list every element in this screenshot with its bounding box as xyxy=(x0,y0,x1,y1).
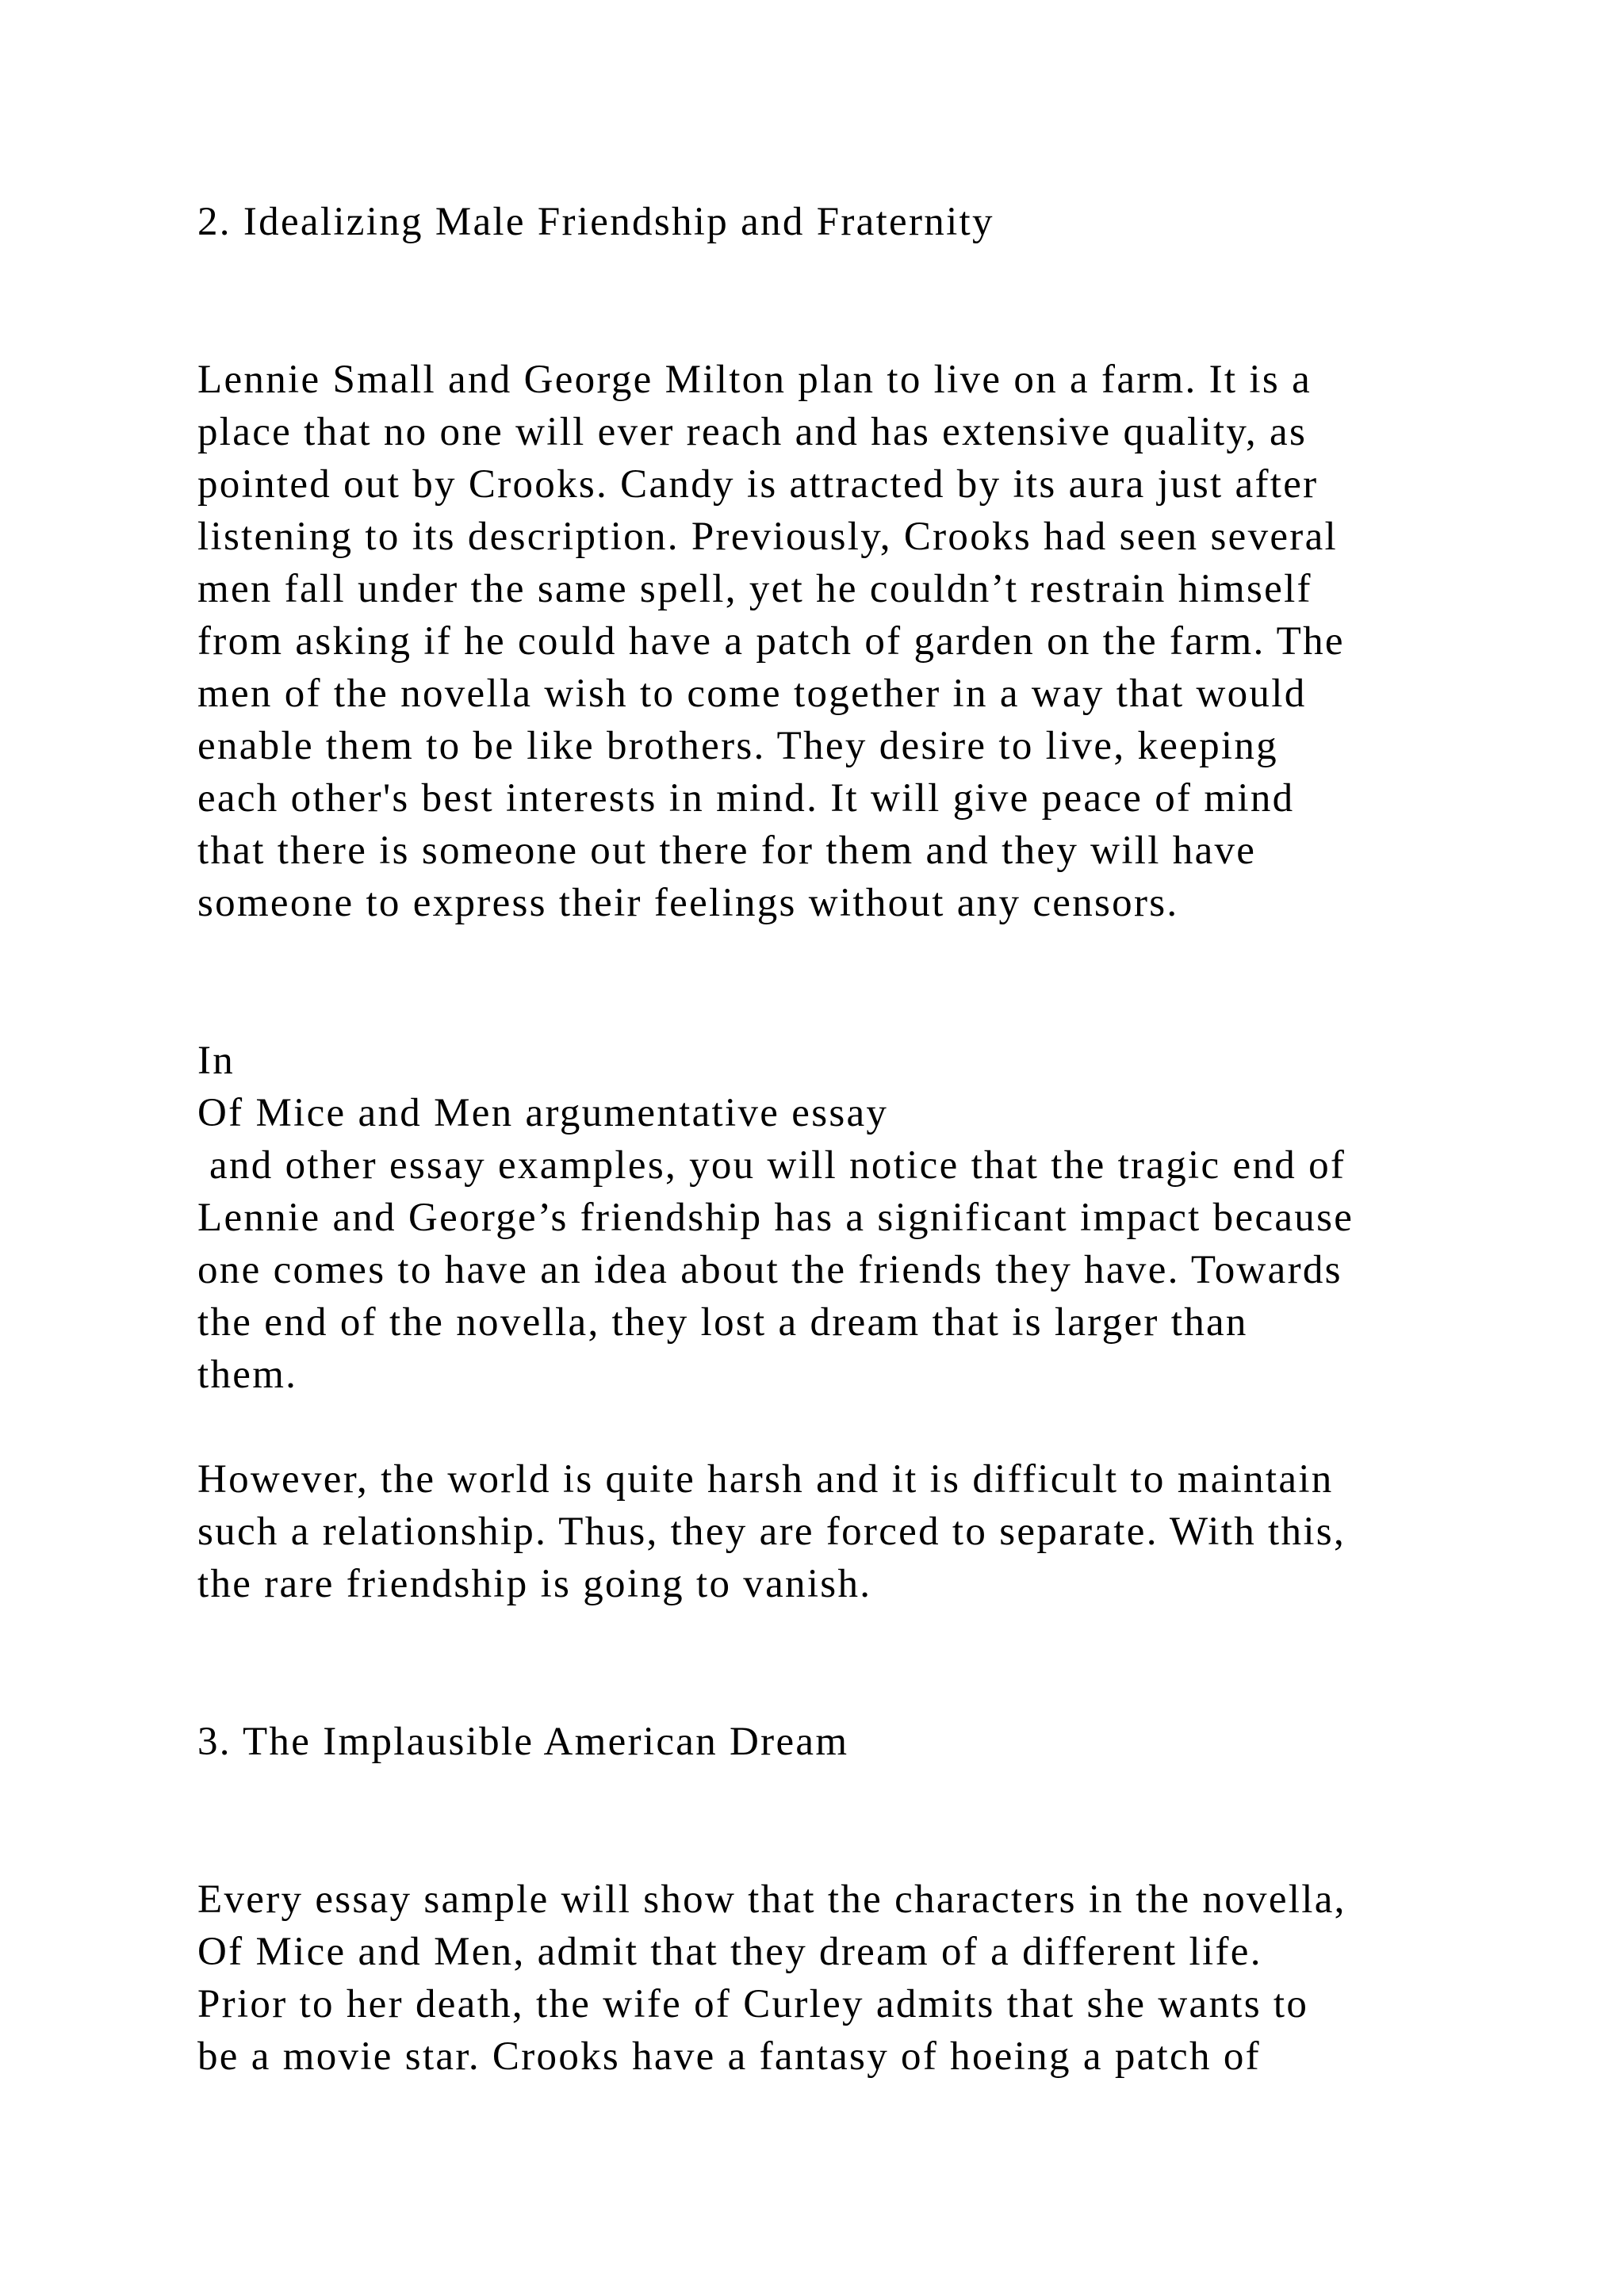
paragraph-line: someone to express their feelings without any censors. xyxy=(197,881,1179,925)
paragraph-line: one comes to have an idea about the friends they have. Towards xyxy=(197,1248,1342,1292)
paragraph-line: Every essay sample will show that the characters in the novella, xyxy=(197,1877,1346,1922)
paragraph-line: men fall under the same spell, yet he couldn’t restrain himself xyxy=(197,567,1312,611)
paragraph-line: and other essay examples, you will notice that the tragic end of xyxy=(197,1143,1346,1188)
paragraph-line: them. xyxy=(197,1353,298,1397)
paragraph-line: pointed out by Crooks. Candy is attracted by its aura just after xyxy=(197,462,1319,507)
paragraph-line: Prior to her death, the wife of Curley admits that she wants to xyxy=(197,1982,1309,2026)
paragraph-line: men of the novella wish to come together in a way that would xyxy=(197,672,1307,716)
paragraph-line: listening to its description. Previously, Crooks had seen several xyxy=(197,515,1338,559)
paragraph-line: In xyxy=(197,1039,236,1083)
paragraph-line: Lennie and George’s friendship has a significant impact because xyxy=(197,1196,1354,1240)
paragraph-line: Lennie Small and George Milton plan to live on a farm. It is a xyxy=(197,358,1312,402)
section-heading: 3. The Implausible American Dream xyxy=(197,1720,849,1764)
section-heading: 2. Idealizing Male Friendship and Fraternity xyxy=(197,200,994,244)
paragraph-line: However, the world is quite harsh and it is difficult to maintain xyxy=(197,1457,1334,1502)
paragraph-line: Of Mice and Men, admit that they dream of a different life. xyxy=(197,1930,1262,1974)
paragraph-line: such a relationship. Thus, they are forced to separate. With this, xyxy=(197,1510,1346,1554)
paragraph-line: Of Mice and Men argumentative essay xyxy=(197,1091,889,1135)
paragraph-line: each other's best interests in mind. It will give peace of mind xyxy=(197,776,1295,821)
paragraph-line: the rare friendship is going to vanish. xyxy=(197,1562,872,1606)
paragraph-line: be a movie star. Crooks have a fantasy of hoeing a patch of xyxy=(197,2034,1261,2079)
paragraph-line: that there is someone out there for them and they will have xyxy=(197,828,1257,873)
paragraph-line: from asking if he could have a patch of garden on the farm. The xyxy=(197,619,1345,664)
paragraph-line: enable them to be like brothers. They desire to live, keeping xyxy=(197,724,1278,768)
paragraph-line: the end of the novella, they lost a dream that is larger than xyxy=(197,1300,1248,1345)
paragraph-line: place that no one will ever reach and has extensive quality, as xyxy=(197,410,1308,454)
